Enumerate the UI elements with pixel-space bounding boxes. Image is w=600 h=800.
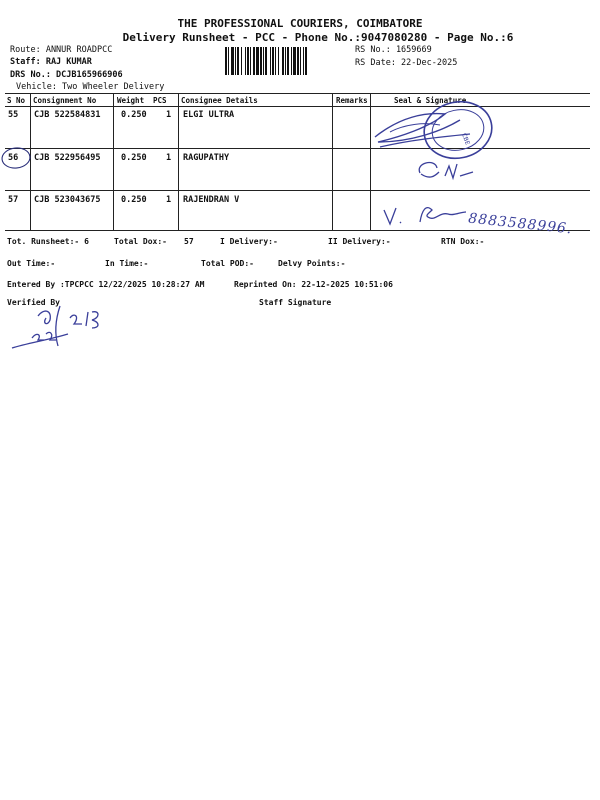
svg-text:CBE: CBE [460,132,471,147]
barcode-bar [272,47,274,75]
row-sno: 56 [8,153,19,163]
row-consignee: ELGI ULTRA [183,110,235,120]
total-dox-value: 57 [184,237,194,246]
barcode-bar [250,47,251,75]
company-name: THE PROFESSIONAL COURIERS, COIMBATORE [177,17,423,30]
row-consignee: RAGUPATHY [183,153,230,163]
header-sno: S No [7,96,26,105]
in-time: In Time:- [105,259,149,268]
row-consignment: CJB 522584831 [34,110,101,120]
barcode-bar [235,47,236,75]
barcode-bar [231,47,234,75]
col-divider [332,93,333,230]
verifier-signature [8,298,108,358]
barcode-image [225,47,351,75]
rs-date: RS Date: 22-Dec-2025 [355,58,458,68]
total-pod: Total POD:- [201,259,254,268]
barcode-bar [228,47,229,75]
header-consignee: Consignee Details [181,96,258,105]
barcode-bar [282,47,284,75]
total-runsheet: Tot. Runsheet:- 6 [7,237,89,246]
handwritten-mark [415,158,485,188]
row-sno: 55 [8,110,19,120]
staff-signature-label: Staff Signature [259,298,332,307]
staff-label: Staff: RAJ KUMAR [10,57,92,67]
vehicle-label: Vehicle: Two Wheeler Delivery [16,82,165,92]
row-pcs: 1 [166,153,172,163]
runsheet-title: Delivery Runsheet - PCC - Phone No.:9047080280 - Page No.:6 [122,31,514,44]
header-consignment: Consignment No [33,96,97,105]
barcode-bar [225,47,227,75]
entered-by: Entered By :TPCPCC 12/22/2025 10:28:27 AM [7,280,205,289]
barcode-bar [291,47,292,75]
barcode-bar [287,47,289,75]
out-time: Out Time:- [7,259,56,268]
col-divider [113,93,114,230]
barcode-bar [270,47,271,75]
row-weight: 0.250 [121,153,147,163]
barcode-bar [253,47,255,75]
barcode-bar [263,47,264,75]
header-seal-signature: Seal & Signature [394,96,467,105]
row-pcs: 1 [166,195,172,205]
barcode-bar [305,47,307,75]
barcode-bar [260,47,262,75]
barcode-bar [285,47,286,75]
handwritten-circle-mark [0,145,40,173]
barcode-bar [245,47,246,75]
rs-number: RS No.: 1659669 [355,45,432,55]
rtn-dox: RTN Dox:- [441,237,485,246]
row-sno: 57 [8,195,19,205]
row-consignment: CJB 522956495 [34,153,101,163]
i-delivery: I Delivery:- [220,237,278,246]
barcode-bar [265,47,267,75]
verified-by-label: Verified By [7,298,60,307]
barcode-bar [247,47,249,75]
header-pcs: PCS [153,96,167,105]
barcode-bar [241,47,242,75]
barcode-bar [297,47,299,75]
barcode-bar [275,47,276,75]
route-label: Route: ANNUR ROADPCC [10,45,113,55]
barcode-bar [237,47,239,75]
handwritten-phone: 8883588996. [467,210,574,238]
barcode-bar [303,47,304,75]
row-divider [5,190,590,191]
reprinted-on: Reprinted On: 22-12-2025 10:51:06 [234,280,393,289]
drs-number: DRS No.: DCJB165966906 [10,70,123,80]
row-consignment: CJB 523043675 [34,195,101,205]
row-consignee: RAJENDRAN V [183,195,240,205]
barcode-bar [300,47,301,75]
col-divider [178,93,179,230]
delvy-points: Delvy Points:- [278,259,346,268]
row-weight: 0.250 [121,110,147,120]
header-weight: Weight [117,96,145,105]
total-dox-label: Total Dox:- [114,237,167,246]
barcode-bar [278,47,279,75]
row-weight: 0.250 [121,195,147,205]
row-pcs: 1 [166,110,172,120]
ii-delivery: II Delivery:- [328,237,391,246]
barcode-bar [293,47,296,75]
header-remarks: Remarks [336,96,368,105]
barcode-bar [256,47,259,75]
